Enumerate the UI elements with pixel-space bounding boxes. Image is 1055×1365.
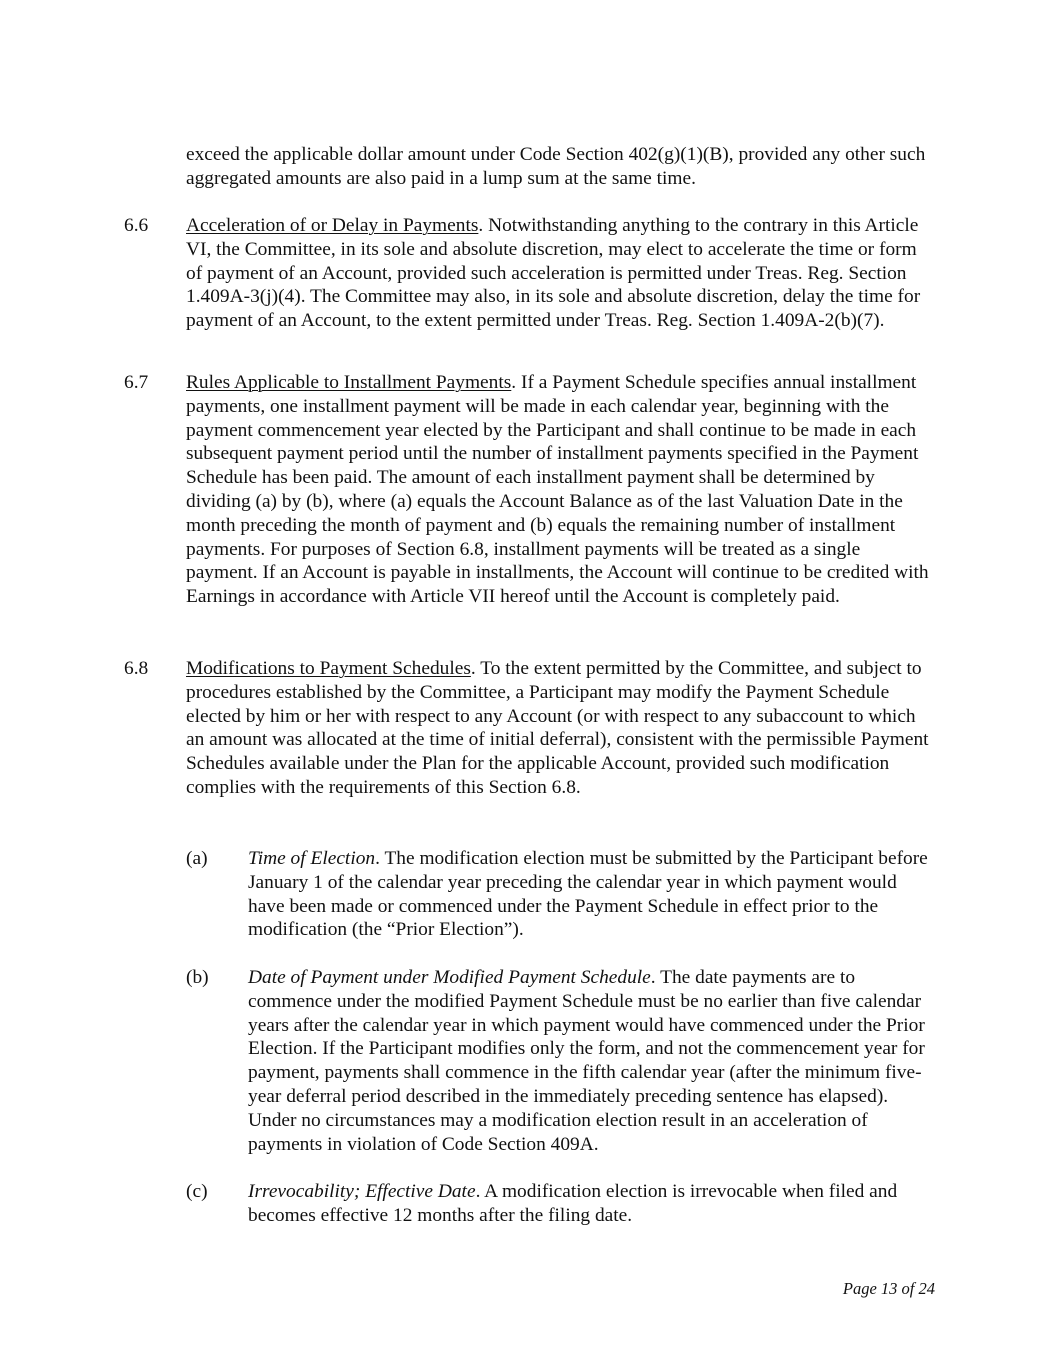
subsection-label-b: (b)	[186, 967, 209, 988]
subsection-label-c: (c)	[186, 1181, 208, 1202]
continuation-paragraph: exceed the applicable dollar amount under Code Section 402(g)(1)(B), provided any other such aggregated amounts are also paid in a lump sum at the same time.	[186, 144, 926, 189]
section-6-8-body: . To the extent permitted by the Committee, and subject to procedures established by the Committee, a Participant may modify the Payment Schedule elected by him or her with respect to any Account (or with respect to any subaccount to which an amount was allocated at the time of initial deferral), consistent with the permissible Payment Schedules available under the Plan for the applicable Account, provided such modification complies with the requirements of this Section 6.8.	[186, 658, 929, 798]
section-number-6-7: 6.7	[124, 372, 149, 393]
subsection-a-body: . The modification election must be submitted by the Participant before January 1 of the calendar year preceding the calendar year in which payment would have been made or commenced under the Payment Schedule in effect prior to the modification (the “Prior Election”).	[248, 848, 928, 941]
section-6-6-paragraph	[186, 214, 931, 333]
page-number-footer: Page 13 of 24	[842, 1279, 935, 1298]
section-6-8-paragraph	[186, 657, 931, 800]
subsection-c-paragraph	[248, 1180, 928, 1228]
section-6-6-heading: Acceleration of or Delay in Payments	[186, 215, 479, 236]
section-number-6-8: 6.8	[124, 658, 149, 679]
section-6-7-body: . If a Payment Schedule specifies annual installment payments, one installment payment will be made in each calendar year, beginning with the payment commencement year elected by the Participant and shall continue to be made in each subsequent payment period until the number of installment payments specified in the Payment Schedule has been paid. The amount of each installment payment shall be determined by dividing (a) by (b), where (a) equals the Account Balance as of the last Valuation Date in the month preceding the month of payment and (b) equals the remaining number of installment payments. For purposes of Section 6.8, installment payments will be treated as a single payment. If an Account is payable in installments, the Account will continue to be credited with Earnings in accordance with Article VII hereof until the Account is completely paid.	[186, 372, 929, 608]
section-6-7-paragraph	[186, 371, 931, 609]
subsection-c-body: . A modification election is irrevocable when filed and becomes effective 12 months after the filing date.	[248, 1181, 898, 1226]
subsection-a-paragraph	[248, 847, 928, 942]
subsection-b-body: . The date payments are to commence under the modified Payment Schedule must be no earlier than five calendar years after the calendar year in which payment would have commenced under the Prior Election. If the Participant modifies only the form, and not the commencement year for payment, payments shall commence in the fifth calendar year (after the minimum five-year deferral period described in the immediately preceding sentence has elapsed). Under no circumstances may a modification election result in an acceleration of payments in violation of Code Section 409A.	[248, 967, 925, 1155]
section-6-8-heading: Modifications to Payment Schedules	[186, 658, 471, 679]
section-6-6-body: . Notwithstanding anything to the contrary in this Article VI, the Committee, in its sole and absolute discretion, may elect to accelerate the time or form of payment of an Account, provided such acceleration is permitted under Treas. Reg. Section 1.409A-3(j)(4). The Committee may also, in its sole and absolute discretion, delay the time for payment of an Account, to the extent permitted under Treas. Reg. Section 1.409A-2(b)(7).	[186, 215, 921, 332]
section-6-7-heading: Rules Applicable to Installment Payments	[186, 372, 512, 393]
subsection-b-heading: Date of Payment under Modified Payment Schedule	[248, 967, 651, 988]
section-number-6-6: 6.6	[124, 215, 149, 236]
subsection-c-heading: Irrevocability; Effective Date	[248, 1181, 476, 1202]
subsection-a-heading: Time of Election	[248, 848, 376, 869]
subsection-b-paragraph	[248, 966, 928, 1156]
subsection-label-a: (a)	[186, 848, 208, 869]
